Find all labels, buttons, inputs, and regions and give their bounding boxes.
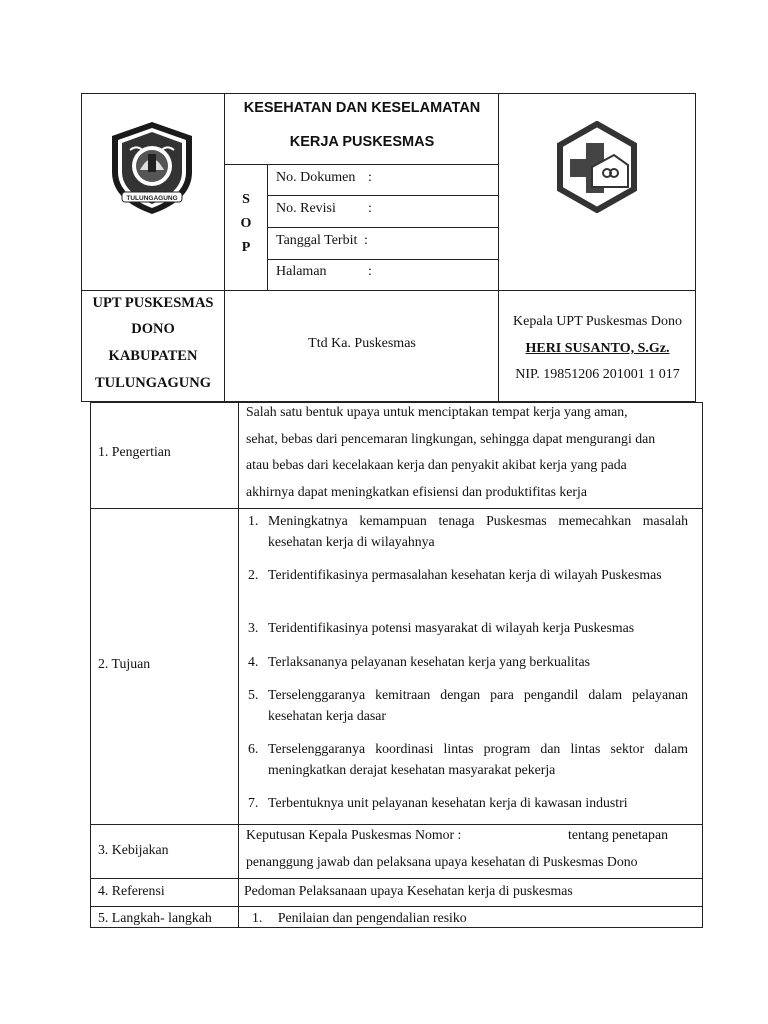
list-item	[248, 617, 688, 638]
referensi-text: Pedoman Pelaksanaan upaya Kesehatan kerja di puskesmas	[244, 883, 573, 898]
list-text: Terlaksananya pelayanan kesehatan kerja yang berkualitas	[268, 654, 590, 669]
list-text: Teridentifikasinya permasalahan kesehatan kerja di wilayah Puskesmas	[268, 567, 662, 582]
field-halaman	[276, 265, 496, 279]
langkah-first-item	[252, 910, 692, 926]
field-sep: :	[368, 201, 372, 216]
pengertian-line: Salah satu bentuk upaya untuk menciptakan tempat kerja yang aman,	[246, 404, 628, 419]
seal-caption: TULUNGAGUNG	[126, 195, 178, 202]
list-text: Terselenggaranya kemitraan dengan para pengandil dalam pelayanan kesehatan kerja dasar	[268, 687, 688, 723]
field-sep: :	[368, 170, 372, 185]
list-number: 1.	[248, 513, 259, 528]
head-name: HERI SUSANTO, S.Gz.	[525, 341, 670, 356]
tujuan-list	[240, 508, 696, 824]
document-title-line1: KESEHATAN DAN KESELAMATAN	[243, 100, 481, 116]
kabupaten-tulungagung-seal-icon	[108, 120, 196, 216]
list-number: 6.	[248, 741, 259, 756]
field-no-dokumen	[276, 171, 496, 185]
content-divider	[90, 906, 703, 907]
field-label: Halaman	[276, 264, 327, 279]
field-sep: :	[364, 233, 368, 248]
section-label-tujuan: 2. Tujuan	[98, 656, 151, 671]
kebijakan-text: Keputusan Kepala Puskesmas Nomor :	[246, 827, 462, 842]
field-label: Tanggal Terbit	[276, 233, 358, 248]
org-name-line1: UPT PUSKESMAS	[92, 295, 214, 311]
list-number: 4.	[248, 654, 259, 669]
field-label: No. Dokumen	[276, 170, 356, 185]
content-divider	[90, 878, 703, 879]
header-divider	[267, 259, 499, 260]
org-name-line4: TULUNGAGUNG	[94, 375, 211, 391]
list-item	[248, 651, 688, 672]
list-text: Terbentuknya unit pelayanan kesehatan kerja di kawasan industri	[268, 795, 628, 810]
list-text: Penilaian dan pengendalian resiko	[277, 910, 467, 925]
list-item	[248, 684, 688, 726]
section-label-langkah: 5. Langkah- langkah	[98, 910, 212, 925]
section-label-pengertian: 1. Pengertian	[98, 444, 171, 459]
list-number: 5.	[248, 687, 259, 702]
pengertian-line: atau bebas dari kecelakaan kerja dan penyakit akibat kerja yang pada	[246, 457, 627, 472]
header-divider	[224, 164, 499, 165]
kebijakan-text: tentang penetapan	[568, 827, 668, 842]
kebijakan-line2: penanggung jawab dan pelaksana upaya kesehatan di Puskesmas Dono	[246, 854, 638, 869]
list-number: 1.	[252, 910, 263, 925]
sop-letter-p: P	[241, 240, 251, 255]
header-divider	[267, 227, 499, 228]
sop-letter-o: O	[240, 216, 252, 231]
section-label-referensi: 4. Referensi	[98, 883, 165, 898]
head-nip: NIP. 19851206 201001 1 017	[515, 367, 680, 382]
list-text: Terselenggaranya koordinasi lintas program dan lintas sektor dalam meningkatkan derajat kesehatan masyarakat pekerja	[268, 741, 688, 777]
org-name-line3: KABUPATEN	[108, 348, 198, 364]
head-title: Kepala UPT Puskesmas Dono	[513, 314, 682, 329]
list-item	[248, 510, 688, 552]
pengertian-line: sehat, bebas dari pencemaran lingkungan, sehingga dapat mengurangi dan	[246, 430, 656, 446]
list-number: 3.	[248, 620, 259, 635]
sop-letter-s: S	[242, 192, 250, 207]
header-divider	[267, 195, 499, 196]
list-number: 2.	[248, 567, 259, 582]
puskesmas-logo-icon	[556, 121, 638, 213]
document-title-line2: KERJA PUSKESMAS	[289, 134, 435, 150]
field-sep: :	[368, 264, 372, 279]
list-item	[248, 738, 688, 780]
field-tanggal-terbit	[276, 234, 496, 248]
content-divider	[238, 402, 239, 928]
list-text: Teridentifikasinya potensi masyarakat di wilayah kerja Puskesmas	[268, 620, 635, 635]
list-item	[248, 792, 688, 813]
kebijakan-line1	[246, 822, 696, 849]
pengertian-line: akhirnya dapat meningkatkan efisiensi dan produktifitas kerja	[246, 483, 587, 499]
list-number: 7.	[248, 795, 259, 810]
pengertian-text	[246, 399, 696, 505]
section-label-kebijakan: 3. Kebijakan	[98, 842, 169, 857]
list-text: Meningkatnya kemampuan tenaga Puskesmas memecahkan masalah kesehatan kerja di wilayahnya	[268, 513, 688, 549]
field-no-revisi	[276, 202, 496, 216]
field-label: No. Revisi	[276, 201, 336, 216]
org-name-line2: DONO	[131, 321, 175, 337]
signature-label: Ttd Ka. Puskesmas	[308, 336, 416, 351]
list-item	[248, 564, 688, 585]
